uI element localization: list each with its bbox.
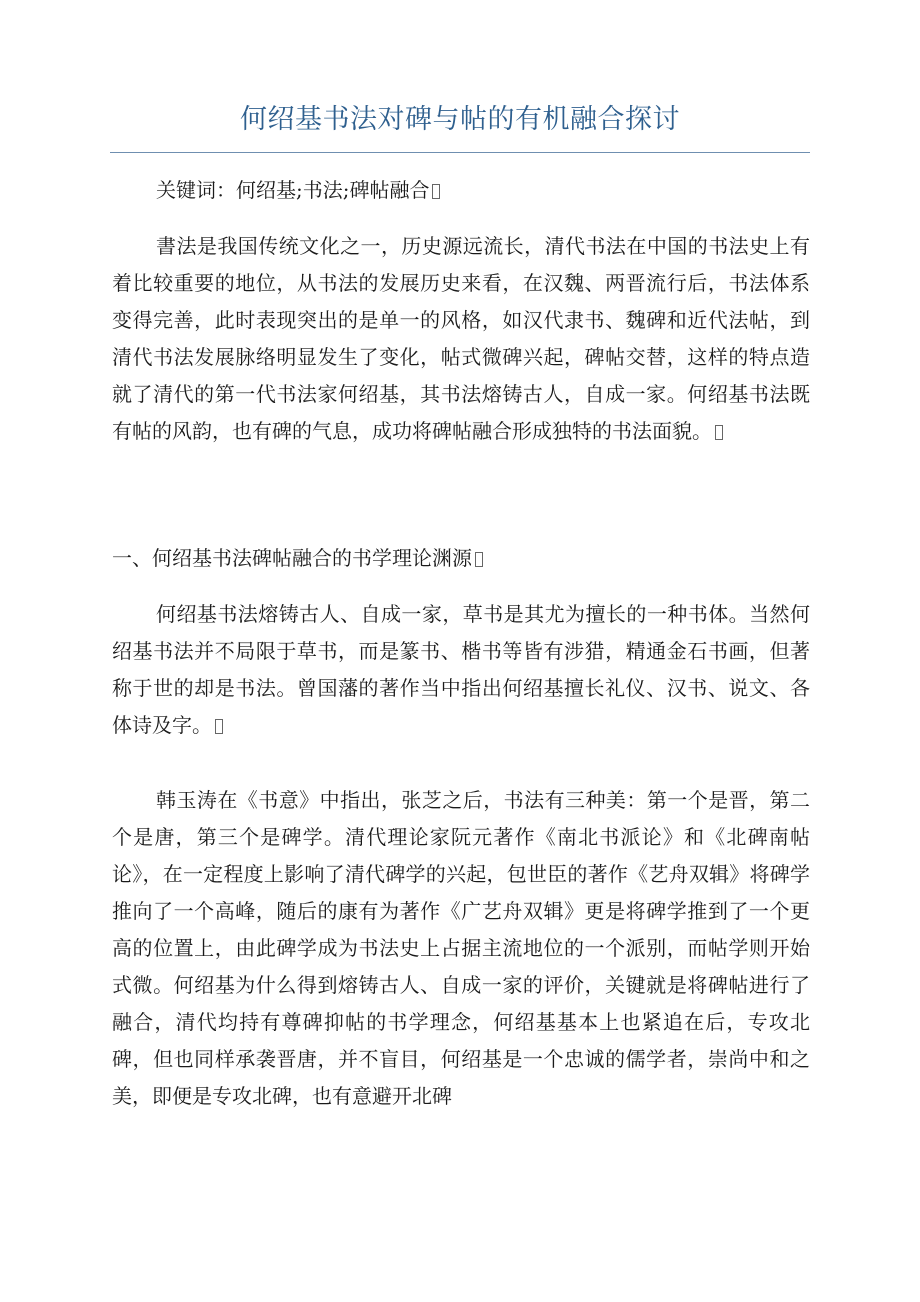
paragraph-mark-icon bbox=[432, 184, 440, 199]
section-heading bbox=[112, 540, 810, 577]
paragraph-body-2 bbox=[112, 782, 810, 1115]
document-title: 何绍基书法对碑与帖的有机融合探讨 bbox=[240, 104, 680, 135]
section-heading-text: 一、何绍基书法碑帖融合的书学理论渊源 bbox=[112, 546, 472, 570]
paragraph-body-1-text: 何绍基书法熔铸古人、自成一家，草书是其尤为擅长的一种书体。当然何绍基书法并不局限于草书，而是篆书、楷书等皆有涉猎，精通金石书画，但著称于世的却是书法。曾国藩的著作当中指出何绍基擅长礼仪、汉书、说文、各体诗及字。 bbox=[112, 602, 810, 737]
paragraph-intro bbox=[112, 228, 810, 450]
paragraph-mark-icon bbox=[215, 719, 223, 734]
paragraph-mark-icon bbox=[475, 552, 483, 567]
title-divider bbox=[110, 152, 810, 153]
keywords-line bbox=[112, 172, 810, 209]
paragraph-body-1 bbox=[112, 596, 810, 744]
keywords-text: 关键词：何绍基;书法;碑帖融合 bbox=[156, 178, 430, 202]
paragraph-body-2-text: 韩玉涛在《书意》中指出，张芝之后，书法有三种美：第一个是晋，第二个是唐，第三个是碑学。清代理论家阮元著作《南北书派论》和《北碑南帖论》，在一定程度上影响了清代碑学的兴起，包世臣的著作《艺舟双辑》将碑学推向了一个高峰，随后的康有为著作《广艺舟双辑》更是将碑学推到了一个更高的位置上，由此碑学成为书法史上占据主流地位的一个派别，而帖学则开始式微。何绍基为什么得到熔铸古人、自成一家的评价，关键就是将碑帖进行了融合，清代均持有尊碑抑帖的书学理念，何绍基基本上也紧追在后，专攻北碑，但也同样承袭晋唐，并不盲目，何绍基是一个忠诚的儒学者，崇尚中和之美，即便是专攻北碑，也有意避开北碑 bbox=[112, 788, 810, 1108]
paragraph-intro-text: 書法是我国传统文化之一，历史源远流长，清代书法在中国的书法史上有着比较重要的地位，从书法的发展历史来看，在汉魏、两晋流行后，书法体系变得完善，此时表现突出的是单一的风格，如汉代隶书、魏碑和近代法帖，到清代书法发展脉络明显发生了变化，帖式微碑兴起，碑帖交替，这样的特点造就了清代的第一代书法家何绍基，其书法熔铸古人，自成一家。何绍基书法既有帖的风韵，也有碑的气息，成功将碑帖融合形成独特的书法面貌。 bbox=[112, 234, 810, 443]
paragraph-mark-icon bbox=[715, 425, 723, 440]
